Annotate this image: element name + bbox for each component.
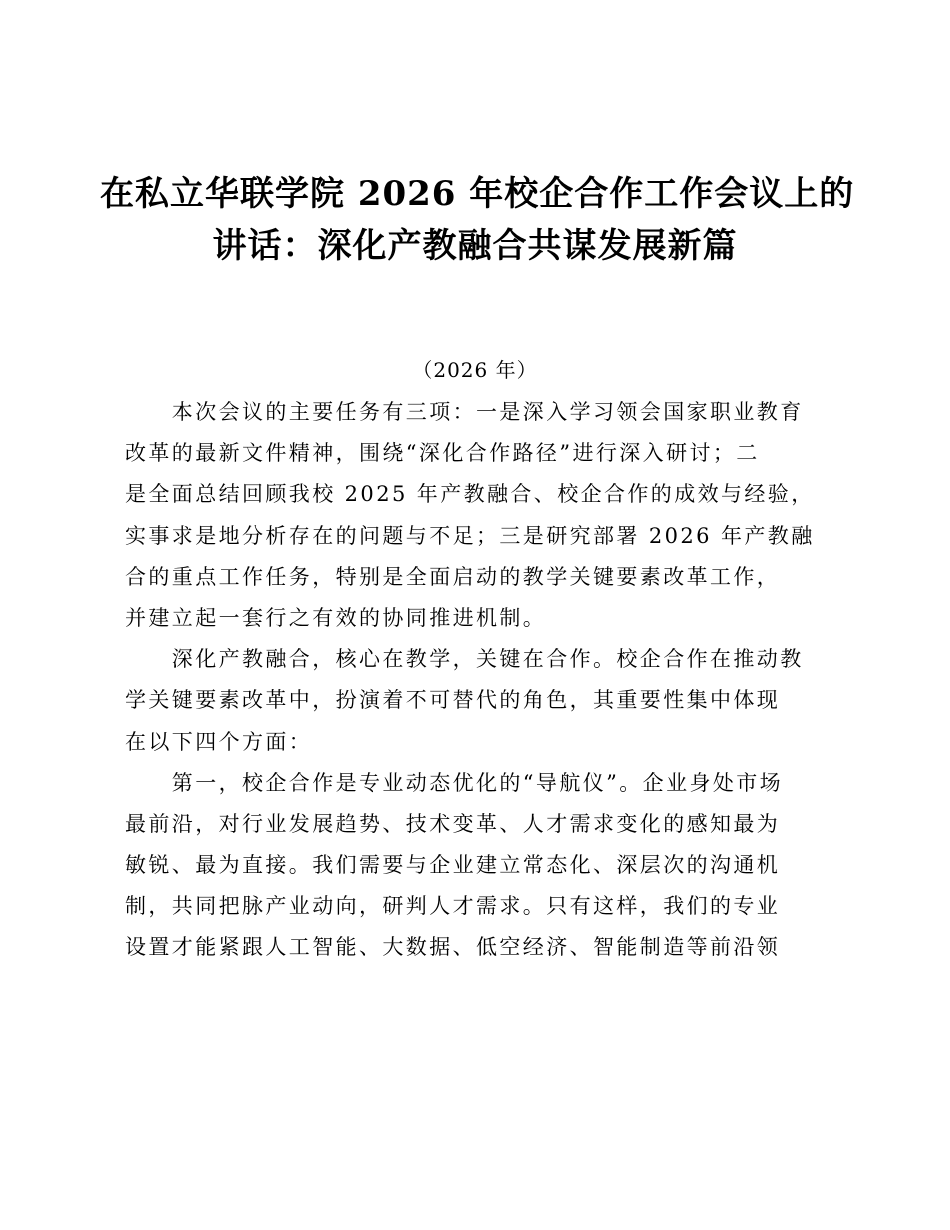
document-body (125, 392, 830, 969)
body-line: 并建立起一套行之有效的协同推进机制。 (125, 605, 547, 630)
body-line: 设置才能紧跟人工智能、大数据、低空经济、智能制造等前沿领 (125, 935, 781, 960)
document-date: （2026 年） (412, 358, 538, 382)
body-line: 本次会议的主要任务有三项：一是深入学习领会国家职业教育 (125, 400, 804, 424)
document-title (100, 168, 855, 272)
body-line: 深化产教融合，核心在教学，关键在合作。校企合作在推动教 (125, 647, 804, 672)
body-line: 第一，校企合作是专业动态优化的“导航仪”。企业身处市场 (125, 770, 784, 795)
body-line: 是全面总结回顾我校 2025 年产教融合、校企合作的成效与经验， (125, 482, 815, 507)
body-line: 合的重点工作任务，特别是全面启动的教学关键要素改革工作， (125, 564, 781, 589)
body-line: 最前沿，对行业发展趋势、技术变革、人才需求变化的感知最为 (125, 811, 781, 836)
body-line: 在以下四个方面： (125, 729, 313, 754)
title-line-1: 在私立华联学院 2026 年校企合作工作会议上的 (100, 174, 855, 214)
body-line: 实事求是地分析存在的问题与不足；三是研究部署 2026 年产教融 (125, 523, 815, 548)
body-line: 敏锐、最为直接。我们需要与企业建立常态化、深层次的沟通机 (125, 853, 781, 878)
body-line: 学关键要素改革中，扮演着不可替代的角色，其重要性集中体现 (125, 688, 781, 713)
title-line-2: 讲话：深化产教融合共谋发展新篇 (212, 226, 738, 266)
body-line: 制，共同把脉产业动向，研判人才需求。只有这样，我们的专业 (125, 894, 781, 919)
body-line: 改革的最新文件精神，围绕“深化合作路径”进行深入研讨；二 (125, 441, 760, 466)
